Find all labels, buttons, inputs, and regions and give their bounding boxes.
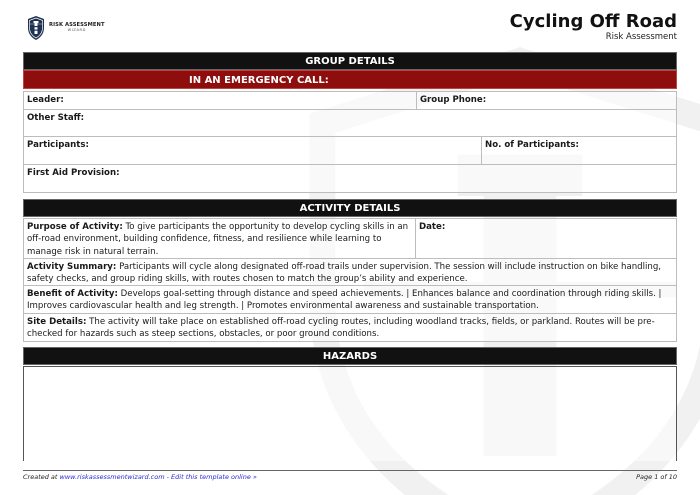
- summary-field[interactable]: [24, 259, 676, 285]
- other-staff-field[interactable]: [24, 110, 676, 136]
- group-details-heading: GROUP DETAILS: [23, 52, 677, 70]
- date-label: Date:: [419, 222, 446, 232]
- participants-row: [24, 136, 676, 164]
- page-header: [23, 12, 677, 46]
- group-phone-field[interactable]: [416, 92, 676, 109]
- purpose-label: Purpose of Activity:: [27, 222, 123, 232]
- summary-label: Activity Summary:: [27, 262, 117, 272]
- participants-label: Participants:: [27, 140, 89, 150]
- site-text: The activity will take place on established off-road cycling routes, including woodland tracks, fields, or parkland. Routes will be pre-checked for hazards such as steep sections, obstacles, or poor ground conditions.: [27, 317, 655, 340]
- group-details-table: [23, 91, 677, 193]
- site-field[interactable]: [24, 314, 676, 341]
- page-number: Page 1 of 10: [636, 473, 677, 481]
- logo-subtitle: WIZARD: [67, 28, 86, 33]
- first-aid-label: First Aid Provision:: [27, 168, 120, 178]
- hazards-heading: HAZARDS: [23, 347, 677, 365]
- edit-template-link[interactable]: - Edit this template online »: [164, 473, 257, 481]
- group-phone-label: Group Phone:: [420, 95, 487, 105]
- other-staff-row: [24, 109, 676, 136]
- benefit-row: [24, 285, 676, 313]
- lighthouse-shield-icon: [26, 15, 46, 41]
- leader-row: [24, 92, 676, 109]
- leader-field[interactable]: [24, 92, 416, 109]
- first-aid-field[interactable]: [24, 165, 676, 192]
- hazards-content-area[interactable]: [23, 366, 677, 461]
- purpose-text: To give participants the opportunity to develop cycling skills in an off-road environment, building confidence, fitness, and resilience while learning to manage risk in natural terrain.: [27, 222, 409, 257]
- first-aid-row: [24, 164, 676, 192]
- document-subtitle: Risk Assessment: [605, 32, 677, 42]
- activity-details-table: [23, 218, 677, 342]
- leader-label: Leader:: [27, 95, 64, 105]
- footer-created-at: Created at: [23, 473, 60, 481]
- date-field[interactable]: [415, 219, 676, 258]
- site-row: [24, 313, 676, 341]
- emergency-call-bar: [23, 70, 677, 89]
- num-participants-label: No. of Participants:: [485, 140, 579, 150]
- purpose-row: [24, 219, 676, 258]
- benefit-field[interactable]: [24, 286, 676, 313]
- logo-title: RISK ASSESSMENT: [49, 22, 105, 29]
- document-title: Cycling Off Road: [509, 11, 677, 32]
- benefit-label: Benefit of Activity:: [27, 289, 118, 299]
- activity-details-heading: ACTIVITY DETAILS: [23, 199, 677, 217]
- site-link[interactable]: www.riskassessmentwizard.com: [59, 473, 165, 481]
- emergency-call-label: IN AN EMERGENCY CALL:: [189, 75, 329, 86]
- site-label: Site Details:: [27, 317, 87, 327]
- participants-field[interactable]: [24, 137, 481, 164]
- benefit-text: Develops goal-setting through distance and speed achievements. | Enhances balance and coordination through riding skills. | Improves cardiovascular health and leg strength. | Promotes environmental awareness and sustainable transportation.: [27, 289, 662, 312]
- summary-row: [24, 258, 676, 285]
- num-participants-field[interactable]: [481, 137, 676, 164]
- footer-credit: [23, 473, 257, 481]
- summary-text: Participants will cycle along designated off-road trails under supervision. The session will include instruction on bike handling, safety checks, and group riding skills, with routes chosen to match the group’s ability and experience.: [27, 262, 662, 285]
- brand-logo[interactable]: [26, 15, 105, 41]
- other-staff-label: Other Staff:: [27, 113, 85, 123]
- footer-divider: [23, 470, 677, 471]
- purpose-field[interactable]: [24, 219, 415, 258]
